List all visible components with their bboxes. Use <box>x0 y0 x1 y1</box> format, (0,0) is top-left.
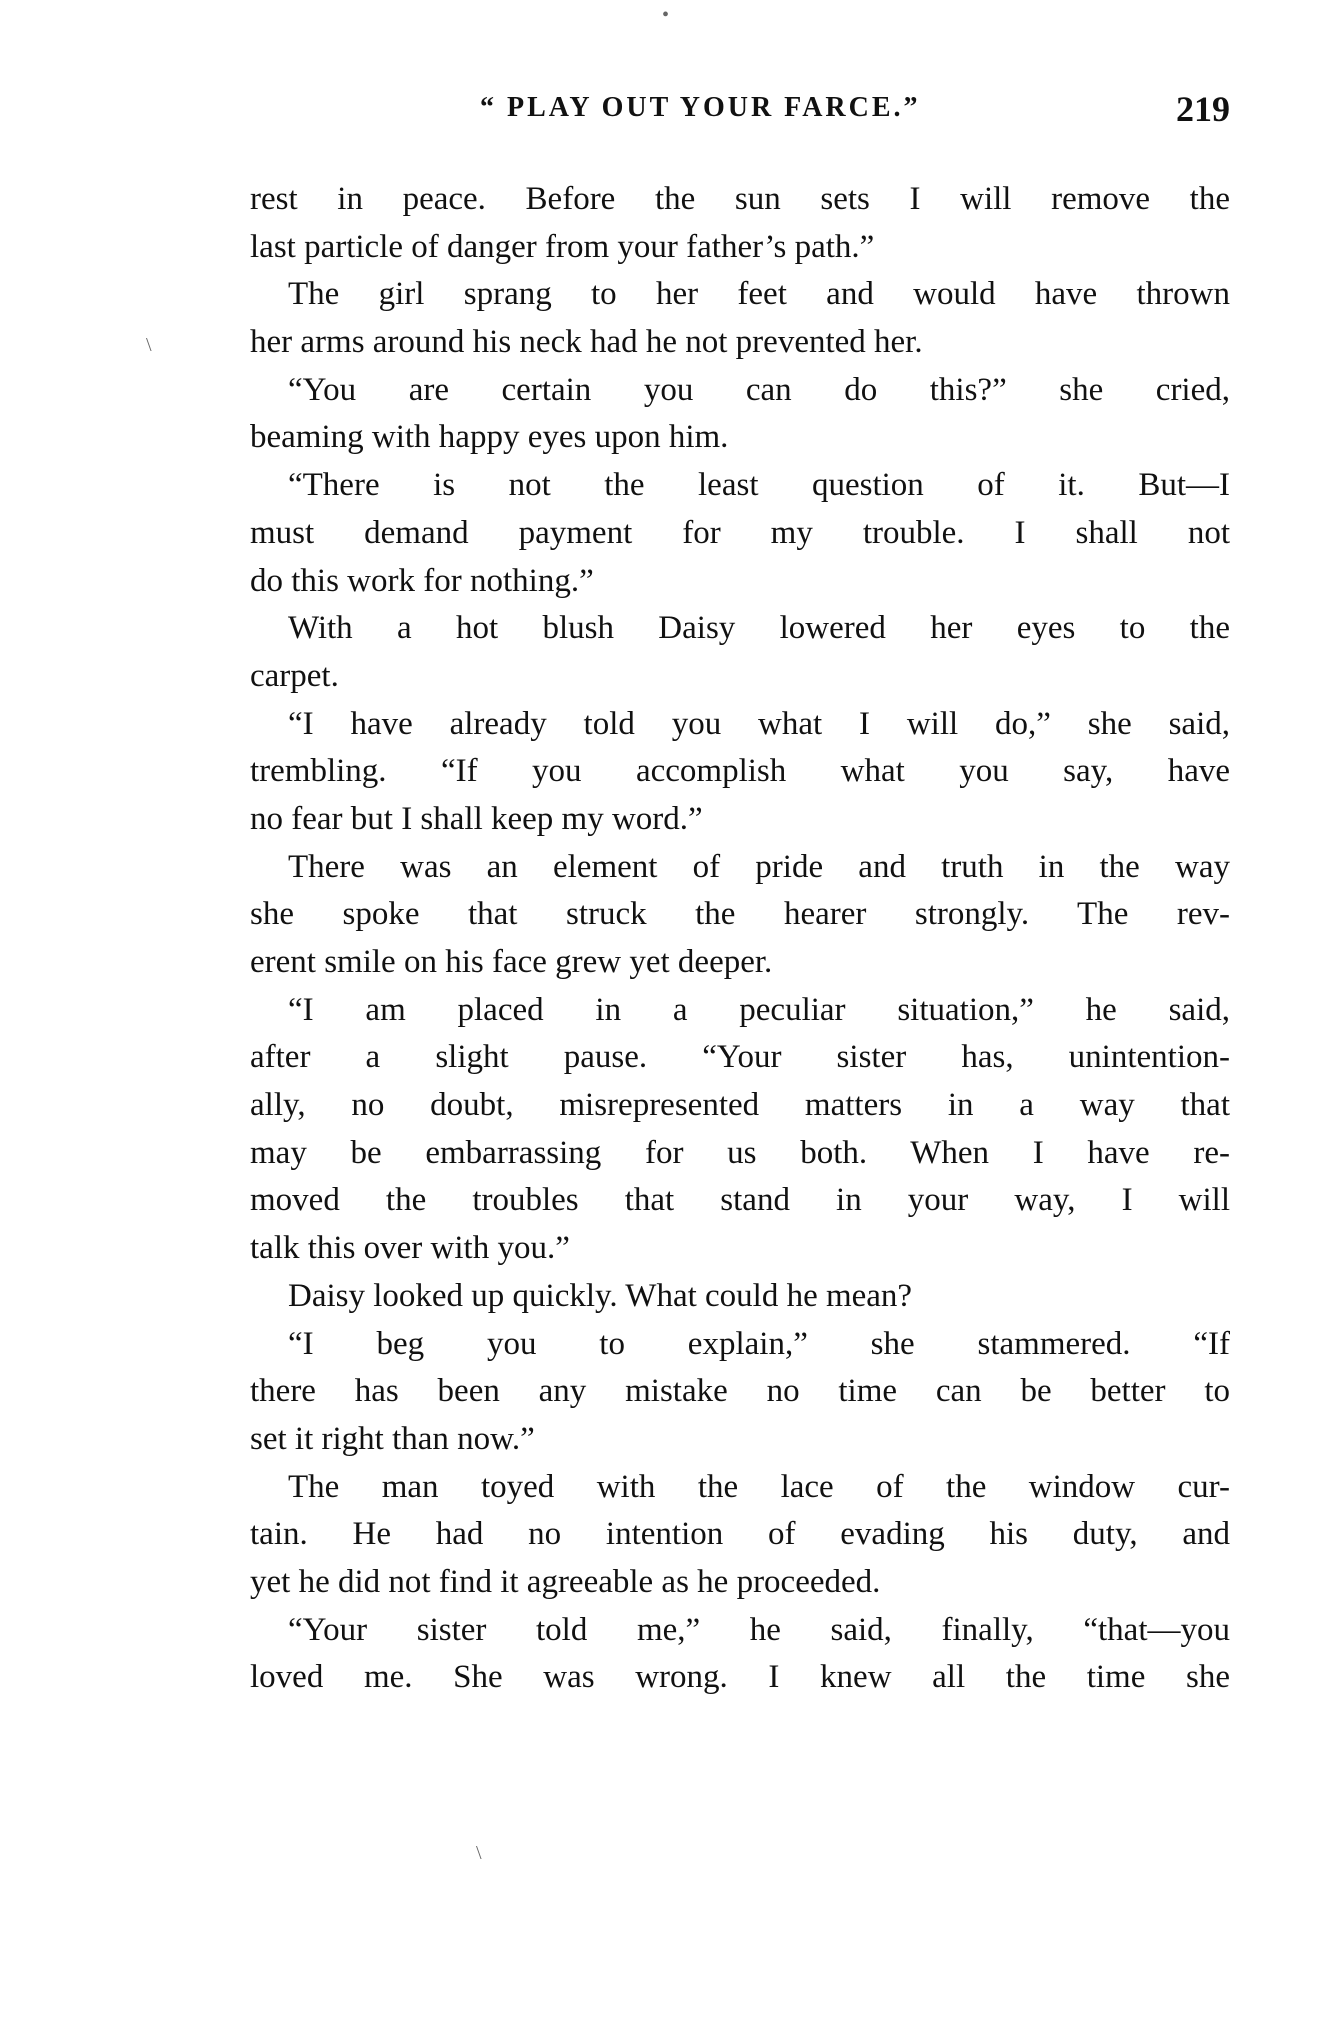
ink-speck: \ <box>146 334 152 356</box>
page-header <box>0 88 1230 138</box>
text-line: With a hot blush Daisy lowered her eyes to the <box>288 610 1230 647</box>
text-line: Daisy looked up quickly. What could he mean? <box>288 1277 913 1314</box>
text-line: “I am placed in a peculiar situation,” he said, <box>288 991 1230 1028</box>
text-line: erent smile on his face grew yet deeper. <box>250 944 773 980</box>
text-line: no fear but I shall keep my word.” <box>250 800 703 837</box>
text-line: last particle of danger from your father’s path.” <box>250 228 875 265</box>
page-number: 219 <box>1176 89 1230 129</box>
text-line: yet he did not find it agreeable as he proceeded. <box>250 1563 881 1600</box>
text-line: after a slight pause. “Your sister has, unintention- <box>250 1039 1230 1076</box>
ink-speck: \ <box>476 1842 482 1864</box>
text-line: tain. He had no intention of evading his duty, and <box>250 1516 1230 1553</box>
text-line: “I have already told you what I will do,” she said, <box>288 705 1230 742</box>
text-line: The girl sprang to her feet and would have thrown <box>288 276 1230 313</box>
text-line: talk this over with you.” <box>250 1230 570 1267</box>
text-line: must demand payment for my trouble. I shall not <box>250 514 1230 551</box>
text-line: loved me. She was wrong. I knew all the time she <box>250 1659 1230 1696</box>
text-line: do this work for nothing.” <box>250 562 594 599</box>
text-line: there has been any mistake no time can be better to <box>250 1373 1230 1410</box>
text-line: “You are certain you can do this?” she cried, <box>288 371 1230 408</box>
text-line: rest in peace. Before the sun sets I will remove the <box>250 181 1230 217</box>
text-line: The man toyed with the lace of the window cur- <box>288 1468 1230 1505</box>
text-line: set it right than now.” <box>250 1420 535 1457</box>
text-line: “There is not the least question of it. But—I <box>288 467 1230 504</box>
ink-speck: • <box>662 4 670 26</box>
text-line: trembling. “If you accomplish what you say, have <box>250 753 1230 790</box>
text-line: may be embarrassing for us both. When I have re- <box>250 1134 1230 1171</box>
text-line: her arms around his neck had he not prevented her. <box>250 324 923 361</box>
text-line: “Your sister told me,” he said, finally, “that—you <box>288 1611 1230 1648</box>
text-line: beaming with happy eyes upon him. <box>250 419 729 456</box>
body-text <box>250 176 1230 1702</box>
text-line: “I beg you to explain,” she stammered. “If <box>288 1325 1230 1362</box>
text-line: she spoke that struck the hearer strongly. The rev- <box>250 896 1230 933</box>
text-line: moved the troubles that stand in your way, I will <box>250 1182 1230 1219</box>
text-line: carpet. <box>250 657 339 694</box>
text-line: ally, no doubt, misrepresented matters in a way that <box>250 1087 1230 1124</box>
running-head: “ PLAY OUT YOUR FARCE.” <box>480 92 921 123</box>
text-line: There was an element of pride and truth in the way <box>288 848 1230 885</box>
